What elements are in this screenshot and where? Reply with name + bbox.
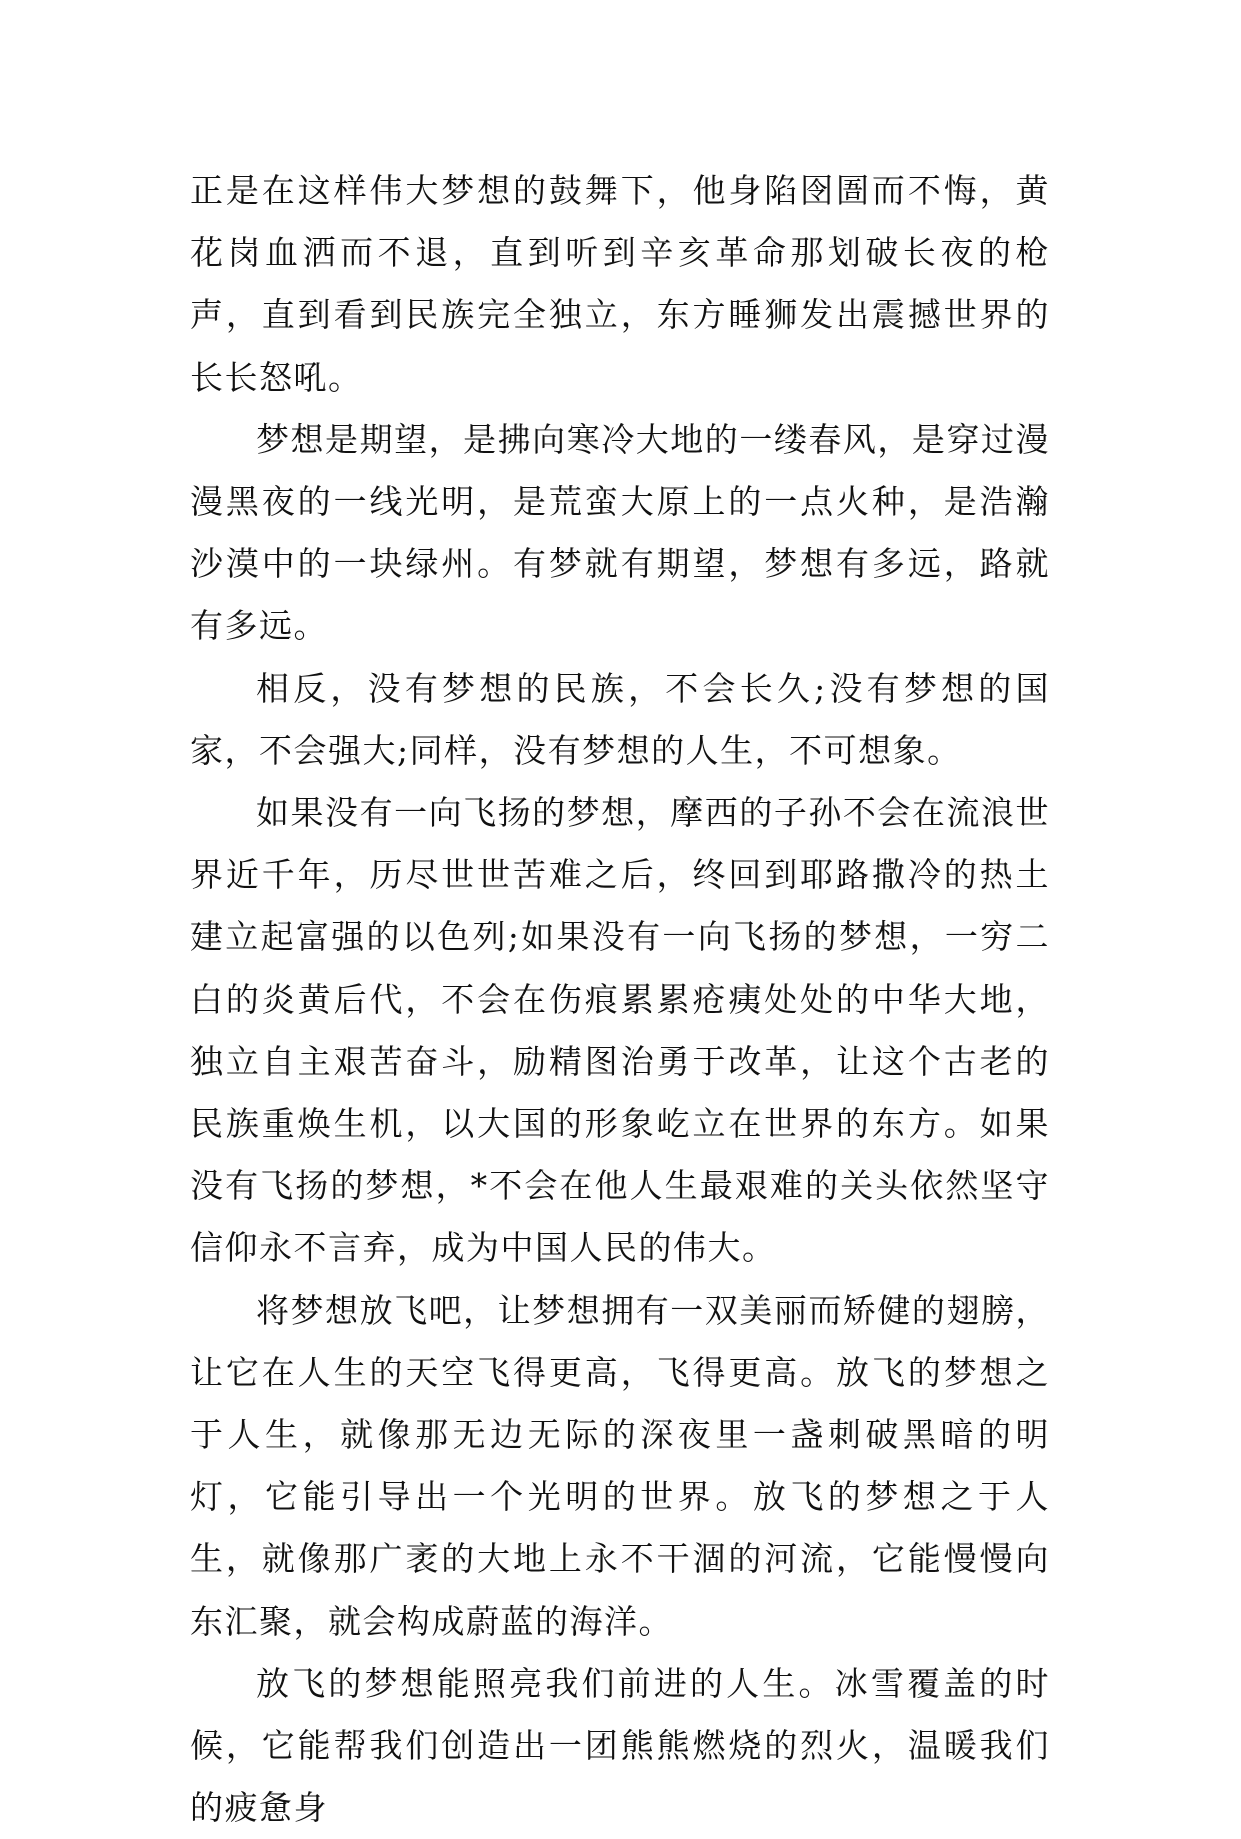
paragraph-2: 梦想是期望，是拂向寒冷大地的一缕春风，是穿过漫漫黑夜的一线光明，是荒蛮大原上的一点火种，是浩瀚沙漠中的一块绿州。有梦就有期望，梦想有多远，路就有多远。 bbox=[190, 419, 1050, 646]
paragraph-1: 正是在这样伟大梦想的鼓舞下，他身陷囹圄而不悔，黄花岗血洒而不退，直到听到辛亥革命那划破长夜的枪声，直到看到民族完全独立，东方睡狮发出震撼世界的长长怒吼。 bbox=[190, 171, 1050, 397]
paragraph-5: 将梦想放飞吧，让梦想拥有一双美丽而矫健的翅膀，让它在人生的天空飞得更高，飞得更高。放飞的梦想之于人生，就像那无边无际的深夜里一盏刺破黑暗的明灯，它能引导出一个光明的世界。放飞的梦想之于人生，就像那广袤的大地上永不干涸的河流，它能慢慢向东汇聚，就会构成蔚蓝的海洋。 bbox=[190, 1290, 1050, 1641]
paragraph-3: 相反，没有梦想的民族，不会长久;没有梦想的国家，不会强大;同样，没有梦想的人生，不可想象。 bbox=[190, 668, 1050, 770]
paragraph-6: 放飞的梦想能照亮我们前进的人生。冰雪覆盖的时候，它能帮我们创造出一团熊熊燃烧的烈火，温暖我们的疲惫身 bbox=[190, 1663, 1050, 1828]
paragraph-4: 如果没有一向飞扬的梦想，摩西的子孙不会在流浪世界近千年，历尽世世苦难之后，终回到耶路撒冷的热土建立起富强的以色列;如果没有一向飞扬的梦想，一穷二白的炎黄后代，不会在伤痕累累疮痍处处的中华大地，独立自主艰苦奋斗，励精图治勇于改革，让这个古老的民族重焕生机，以大国的形象屹立在世界的东方。如果没有飞扬的梦想，*不会在他人生最艰难的关头依然坚守信仰永不言弃，成为中国人民的伟大。 bbox=[190, 793, 1050, 1268]
body-text bbox=[190, 160, 1050, 1839]
